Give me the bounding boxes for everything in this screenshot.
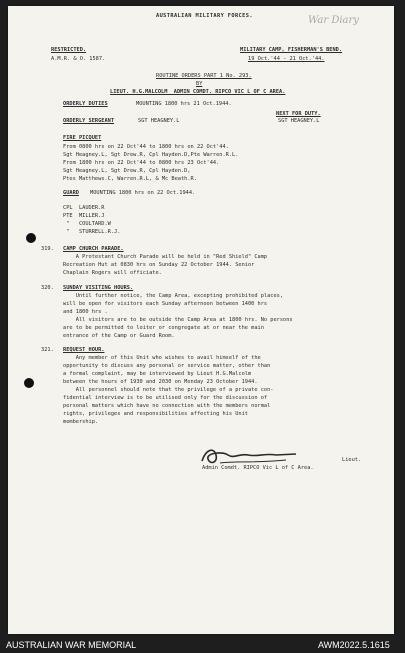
fire-line: From 1800 hrs on 22 Oct'44 to 0800 hrs 23 Oct'44. xyxy=(63,160,220,166)
order-heading: REQUEST HOUR. xyxy=(63,347,105,353)
amr-reference: A.M.R. & O. 1587. xyxy=(51,56,106,62)
punch-hole-top xyxy=(26,233,36,243)
punch-hole-bottom xyxy=(24,378,34,388)
order-line: Recreation Hut at 0830 hrs on Sunday 22 October 1944. Senior xyxy=(63,262,255,268)
orderly-duties-label: ORDERLY DUTIES xyxy=(63,101,108,107)
fire-line: Ptes Matthews.C, Warren.R.L, & Mc Beath.R. xyxy=(63,176,197,182)
order-number: 320. xyxy=(41,285,54,291)
footer-reference: AWM2022.5.1615 xyxy=(318,640,390,650)
order-number: 319. xyxy=(41,246,54,252)
order-line: Any member of this Unit who wishes to avail himself of the xyxy=(63,355,261,361)
footer-source: AUSTRALIAN WAR MEMORIAL xyxy=(6,640,137,650)
guard-mounting: MOUNTING 1800 hrs on 22 Oct.1944. xyxy=(90,190,196,196)
restricted-label: RESTRICTED. xyxy=(51,47,87,53)
guard-member: CPL LAUDER.R xyxy=(63,205,105,211)
fire-line: Sgt Heagney.L, Sgt Drew.R, Cpl Hayden.D,Pte Warren.R.L. xyxy=(63,152,239,158)
orderly-sergeant-label: ORDERLY SERGEANT xyxy=(63,118,115,124)
order-line: are to be permitted to loiter or congregate at or near the main xyxy=(63,325,264,331)
location: MILITARY CAMP, FISHERMAN'S BEND. xyxy=(240,47,343,53)
order-line: A Protestant Church Parade will be held in "Red Shield" Camp xyxy=(63,254,268,260)
guard-member: " COULTARD.W xyxy=(63,221,111,227)
order-heading: SUNDAY VISITING HOURS. xyxy=(63,285,134,291)
order-line: and 1800 hrs . xyxy=(63,309,108,315)
order-line: Until further notice, the Camp Area, excepting prohibited places, xyxy=(63,293,284,299)
fire-picquet-label: FIRE PICQUET xyxy=(63,135,102,141)
letterhead: AUSTRALIAN MILITARY FORCES. xyxy=(156,13,253,19)
orderly-mounting: MOUNTING 1800 hrs 21 Oct.1944. xyxy=(136,101,232,107)
order-line: personal matters which have no connection with the members normal xyxy=(63,403,271,409)
guard-member: PTE MILLER.J xyxy=(63,213,105,219)
order-line: membership. xyxy=(63,419,99,425)
document-page xyxy=(8,6,394,634)
order-line: Chaplain Rogers will officiate. xyxy=(63,270,162,276)
orderly-sergeant-name: SGT HEAGNEY.L xyxy=(138,118,180,124)
order-line: entrance of the Camp or Guard Room. xyxy=(63,333,175,339)
next-for-duty-label: NEXT FOR DUTY. xyxy=(276,111,321,117)
order-line: will be open for visitors each Sunday afternoon between 1400 hrs xyxy=(63,301,268,307)
order-line: opportunity to discuss any personal or service matter, other than xyxy=(63,363,271,369)
document-title: ROUTINE ORDERS PART 1 No. 293. xyxy=(156,73,252,79)
order-line: fidential interview is to be utilised only for the discussion of xyxy=(63,395,268,401)
next-sergeant-name: SGT HEAGNEY.L xyxy=(278,118,320,124)
author-line: LIEUT. H.G.MALCOLM ADMIN COMDT. RIPCO VIC L OF C AREA. xyxy=(110,89,286,95)
handwritten-annotation: War Diary xyxy=(308,15,359,26)
order-line: rights, privileges and responsibilities affecting his Unit xyxy=(63,411,248,417)
fire-line: From 0800 hrs on 22 Oct'44 to 1800 hrs on 22 Oct'44. xyxy=(63,144,229,150)
order-heading: CAMP CHURCH PARADE. xyxy=(63,246,124,252)
order-line: between the hours of 1930 and 2030 on Monday 23 October 1944. xyxy=(63,379,258,385)
fire-line: Sgt Heagney.L, Sgt Drew.R, Cpl Hayden.D, xyxy=(63,168,191,174)
guard-member: " STURRELL.R.J. xyxy=(63,229,121,235)
order-line: All visitors are to be outside the Camp Area at 1800 hrs. No persons xyxy=(63,317,293,323)
by-label: BY xyxy=(196,81,203,87)
guard-label: GUARD xyxy=(63,190,79,196)
order-number: 321. xyxy=(41,347,54,353)
signature-rank: Lieut. xyxy=(342,457,362,463)
order-line: All personnel should note that the privilege of a private con- xyxy=(63,387,274,393)
signature-title: Admin Comdt. RIPCO Vic L of C Area. xyxy=(202,465,314,471)
date-range: 19 Oct.'44 - 21 Oct.'44. xyxy=(248,56,325,62)
order-line: a formal complaint, may be interviewed by Lieut H.G.Malcolm xyxy=(63,371,252,377)
